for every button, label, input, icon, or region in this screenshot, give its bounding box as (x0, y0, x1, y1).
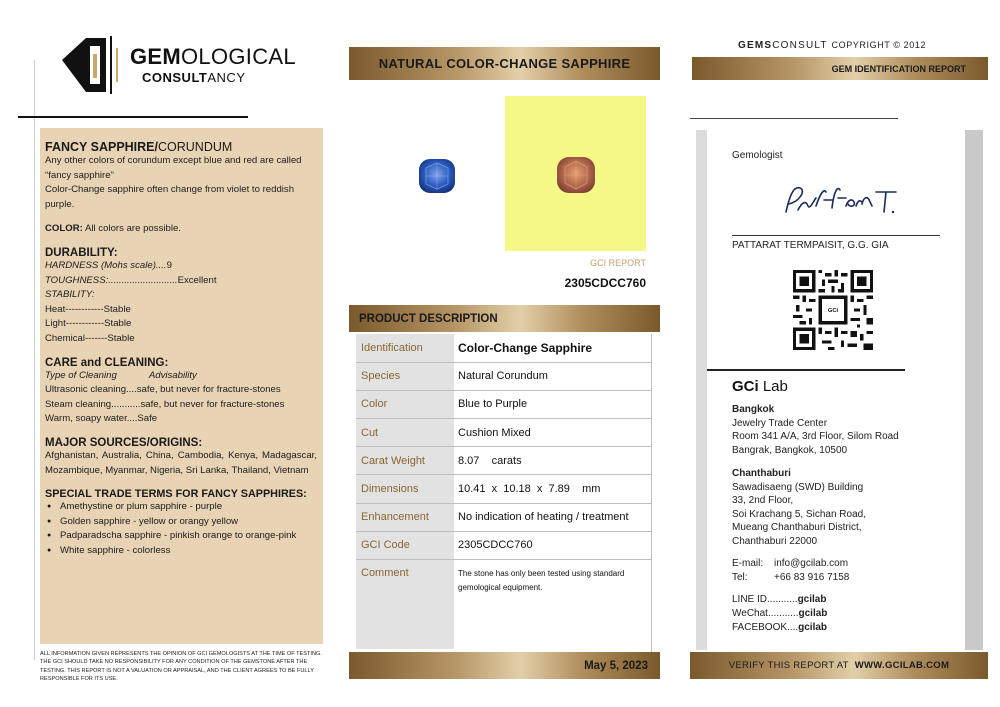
row-label: Cut (356, 419, 454, 447)
right-side-stripe-right (965, 130, 983, 650)
info-intro-1: Any other colors of corundum except blue and red are called “fancy sapphire” (45, 155, 302, 181)
heat-line: Heat------------Stable (45, 303, 131, 315)
table-row (356, 447, 652, 475)
report-date: May 5, 2023 (584, 659, 648, 672)
signature-rule (732, 235, 940, 236)
logo-subtitle: CONSULTANCY (142, 70, 246, 85)
right-side-stripe-left (696, 130, 707, 650)
gem-photo-incandescent (556, 156, 596, 194)
address-line: 33, 2nd Floor, (732, 495, 794, 507)
gemologist-label: Gemologist (732, 150, 783, 161)
info-title: FANCY SAPPHIRE/CORUNDUM (45, 140, 233, 154)
row-label: Carat Weight (356, 447, 454, 475)
sources-text: Afghanistan, Australia, China, Cambodia, Kenya, Madagascar, Mozambique, Myanmar, Nigeria, Sri Lanka, Thailand, Vietnam (45, 449, 317, 476)
report-title-bar (349, 47, 660, 80)
comment-value: The stone has only been tested using standard gemological equipment. (458, 569, 625, 592)
trade-term-item: ● Amethystine or plum sapphire - purple (45, 500, 317, 515)
tel-value[interactable]: +66 83 916 7158 (774, 572, 850, 583)
gci-report-number: 2305CDCC760 (564, 276, 646, 290)
facebook-row: FACEBOOK....gcilab (732, 622, 828, 633)
address-line: Chanthaburi 22000 (732, 535, 818, 547)
address-line: Mueang Chanthaburi District, (732, 522, 862, 534)
row-value: Natural Corundum (454, 362, 652, 390)
address-line: Room 341 A/A, 3rd Floor, Silom Road (732, 431, 899, 443)
table-row (356, 531, 652, 559)
trade-terms-list (45, 500, 317, 558)
hardness-line: HARDNESS (Mohs scale)....9 (45, 259, 172, 271)
gemologist-signature (780, 180, 900, 224)
care-steam: Steam cleaning...........safe, but never for fracture-stones (45, 398, 285, 410)
gemologist-name: PATTARAT TERMPAISIT, G.G. GIA (732, 240, 889, 251)
gem-photo-daylight (418, 158, 456, 194)
verification-qr-code-icon[interactable] (793, 270, 873, 350)
table-row (356, 362, 652, 390)
table-row-comment (356, 560, 652, 649)
gemsconsult-copyright: GEMSCONSULT COPYRIGHT © 2012 (738, 40, 927, 51)
email-link[interactable]: info@gcilab.com (774, 558, 849, 569)
fancy-sapphire-info-panel (40, 128, 323, 644)
line-id-row: LINE ID...........gcilab (732, 594, 827, 605)
light-line: Light------------Stable (45, 318, 132, 330)
gem-identification-report-bar (692, 57, 988, 80)
color-line: COLOR: All colors are possible. (45, 223, 181, 235)
email-label: E-mail: (732, 558, 764, 569)
row-value: Cushion Mixed (454, 419, 652, 447)
disclaimer-text: ALL INFORMATION GIVEN REPRESENTS THE OPINION OF GCI GEMOLOGISTS AT THE TIME OF TESTING. THE GCI SHOULD TAKE NO RESPONSIBILITY FOR ANY CONDITION OF THE GEMSTONE AFTER THE TESTING. THIS REPORT IS NOT A VALUATION OR APPRAISAL, AND THE CLIENT AGREES TO BE FULLY RESPONSIBLE FOR ITS USE. (40, 651, 322, 683)
trade-term-item: ● White sapphire - colorless (45, 544, 317, 559)
bangkok-address (732, 403, 899, 457)
gem-identification-report-title: GEM IDENTIFICATION REPORT (831, 63, 966, 74)
row-value: 10.41 x 10.18 x 7.89 mm (454, 475, 652, 503)
row-label: Color (356, 390, 454, 418)
info-intro-2: Color-Change sapphire often change from violet to reddish purple. (45, 184, 295, 210)
chanthaburi-address (732, 467, 866, 549)
row-value: No indication of heating / treatment (454, 503, 652, 531)
care-title: CARE and CLEANING: (45, 356, 169, 369)
verify-report-bar (690, 652, 988, 679)
trade-terms-title: SPECIAL TRADE TERMS FOR FANCY SAPPHIRES: (45, 488, 307, 501)
left-divider (34, 60, 35, 660)
lab-title: GCi Lab (732, 378, 788, 395)
tel-label: Tel: (732, 572, 748, 583)
right-header-rule (690, 118, 898, 119)
table-row (356, 419, 652, 447)
product-description-title: PRODUCT DESCRIPTION (359, 312, 498, 325)
toughness-line: TOUGHNESS:..........................Excellent (45, 274, 217, 286)
row-label: Identification (356, 334, 454, 362)
left-header-rule (18, 116, 248, 118)
verify-url-link[interactable]: WWW.GCILAB.COM (854, 660, 950, 671)
gemological-consultancy-logo (60, 30, 296, 100)
care-warm-water: Warm, soapy water....Safe (45, 413, 158, 425)
care-header: Type of Cleaning Advisability (45, 369, 197, 381)
care-ultrasonic: Ultrasonic cleaning....safe, but never for fracture-stones (45, 384, 281, 396)
table-row (356, 475, 652, 503)
row-value: 8.07 carats (454, 447, 652, 475)
sources-title: MAJOR SOURCES/ORIGINS: (45, 436, 203, 449)
svg-text:GCi: GCi (827, 308, 839, 315)
table-row (356, 334, 652, 362)
row-label: Dimensions (356, 475, 454, 503)
stability-label: STABILITY: (45, 289, 95, 301)
logo-title: GEMOLOGICAL (130, 44, 296, 69)
row-value: Color-Change Sapphire (454, 334, 652, 362)
gci-report-label: GCI REPORT (590, 258, 646, 268)
product-description-table (356, 334, 652, 649)
report-date-bar (349, 652, 660, 679)
diamond-logo-icon (60, 34, 124, 96)
social-ids (732, 593, 827, 635)
row-label: Species (356, 362, 454, 390)
email-row (732, 557, 849, 571)
address-line: Sawadisaeng (SWD) Building (732, 481, 864, 493)
row-value: 2305CDCC760 (454, 531, 652, 559)
row-label: Enhancement (356, 503, 454, 531)
comment-label: Comment (356, 560, 454, 649)
tel-row (732, 571, 849, 585)
bangkok-title: Bangkok (732, 404, 775, 415)
table-row (356, 503, 652, 531)
address-line: Jewelry Trade Center (732, 417, 828, 429)
qr-rule (707, 369, 905, 371)
report-title: NATURAL COLOR-CHANGE SAPPHIRE (378, 56, 631, 71)
table-row (356, 390, 652, 418)
row-value: Blue to Purple (454, 390, 652, 418)
wechat-row: WeChat...........gcilab (732, 608, 828, 619)
address-line: Bangrak, Bangkok, 10500 (732, 444, 848, 456)
verify-text: VERIFY THIS REPORT AT (728, 660, 849, 671)
address-line: Soi Krachang 5, Sichan Road, (732, 508, 866, 520)
product-description-bar (349, 305, 660, 332)
contact-info (732, 557, 849, 585)
trade-term-item: ● Padparadscha sapphire - pinkish orange to orange-pink (45, 529, 317, 544)
chanthaburi-title: Chanthaburi (732, 468, 791, 479)
chemical-line: Chemical-------Stable (45, 332, 135, 344)
row-label: GCI Code (356, 531, 454, 559)
durability-title: DURABILITY: (45, 246, 118, 259)
trade-term-item: ● Golden sapphire - yellow or orangy yellow (45, 515, 317, 530)
